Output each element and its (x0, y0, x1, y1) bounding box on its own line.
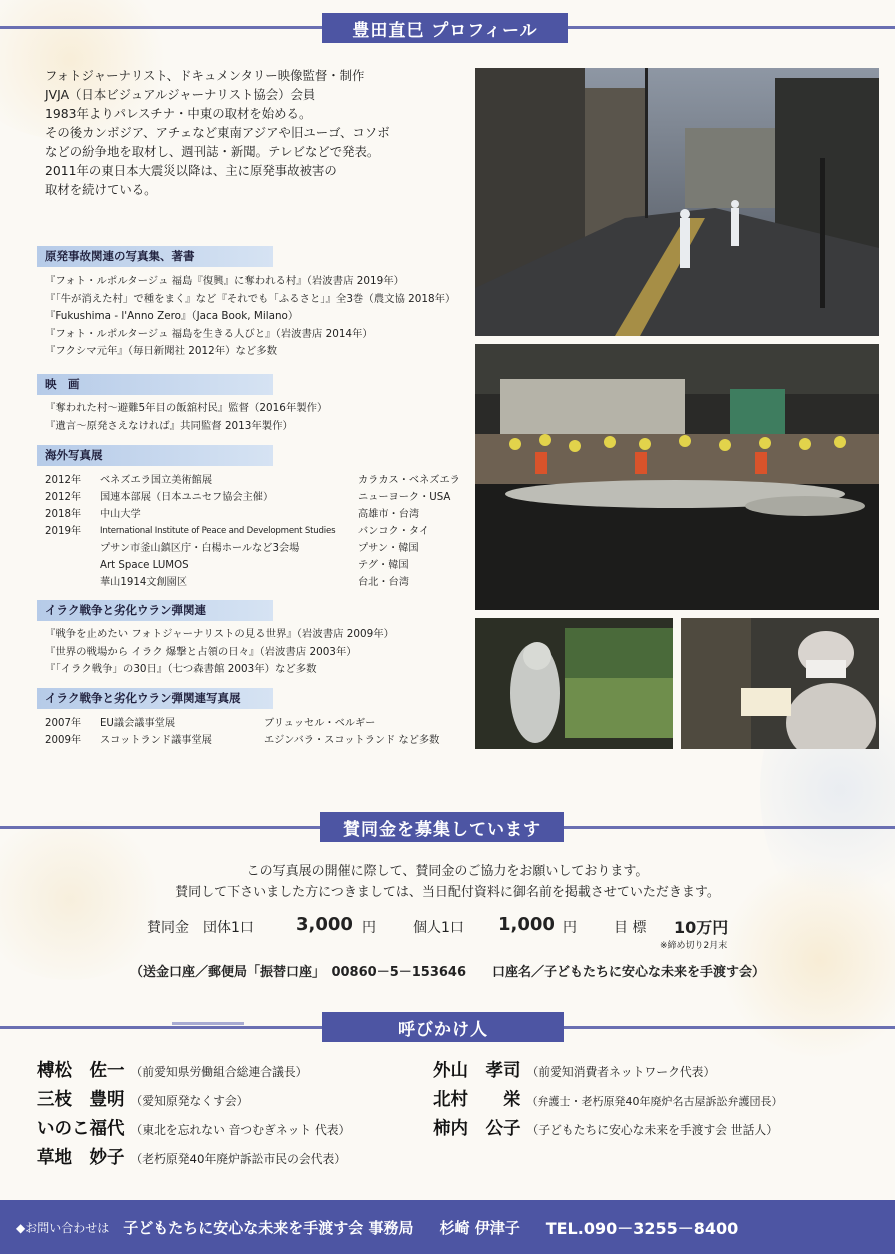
individual-label: 個人1口 (413, 920, 464, 936)
exhibit-year: 2012年 (45, 492, 82, 503)
list-item: 『世界の戦場から イラク 爆撃と占領の日々』（岩波書店 2003年） (45, 645, 357, 658)
exhibit-venue: International Institute of Peace and Development Studies (100, 526, 336, 536)
organizer-role: （弁護士・老朽原発40年廃炉名古屋訴訟弁護団長） (526, 1095, 783, 1108)
exhibit-venue: EU議会議事堂展 (100, 718, 176, 729)
exhibit-row (45, 715, 465, 732)
list-item: 『Fukushima - l'Anno Zero』（Jaca Book, Milano） (45, 310, 299, 322)
exhibit-row (45, 489, 465, 506)
exhibit-venue: 華山1914文創園区 (100, 577, 188, 588)
organizer-name: いのこ福代 (37, 1119, 125, 1139)
organizers-banner (322, 1012, 564, 1042)
donation-banner-text: 賛同金を募集しています (343, 819, 541, 840)
exhibit-place: ニューヨーク・USA (358, 492, 451, 503)
photo-worker-ticket (681, 618, 879, 749)
exhibit-place: テグ・韓国 (358, 560, 409, 571)
section-heading-iraq-exhibits: イラク戦争と劣化ウラン弾関連写真展 (37, 688, 273, 709)
exhibit-year: 2012年 (45, 475, 82, 486)
exhibit-place: 台北・台湾 (358, 577, 409, 588)
bio-line: フォトジャーナリスト、ドキュメンタリー映像監督・制作 (45, 68, 365, 83)
exhibit-year: 2009年 (45, 735, 82, 746)
background-blossom (0, 820, 170, 980)
organizer-entry (37, 1144, 346, 1169)
organizer-entry (433, 1086, 783, 1111)
contact-person: 杉崎 伊津子 (439, 1218, 520, 1237)
yen-unit: 円 (563, 920, 577, 936)
organizer-entry (433, 1115, 778, 1140)
target-label: 目 標 (614, 920, 647, 936)
contact-prefix: ◆お問い合わせは (16, 1220, 110, 1235)
organizer-name: 柿内 公子 (433, 1119, 521, 1139)
exhibit-venue: 国連本部展（日本ユニセフ協会主催） (100, 492, 274, 503)
list-item: 『「牛が消えた村」で種をまく』など『それでも「ふるさと」』全3巻（農文協 2018年） (45, 292, 456, 305)
films-list (45, 400, 327, 435)
exhibit-place: ブリュッセル・ベルギー (264, 718, 376, 729)
exhibit-place: バンコク・タイ (358, 526, 430, 537)
donation-amounts (0, 914, 895, 938)
exhibit-place: 高雄市・台湾 (358, 509, 420, 520)
exhibit-row (45, 472, 465, 489)
bio-line: JVJA（日本ビジュアルジャーナリスト協会）会員 (45, 87, 316, 102)
organizer-name: 外山 孝司 (433, 1061, 521, 1081)
exhibit-place: プサン・韓国 (358, 543, 419, 554)
exhibit-row (45, 557, 465, 574)
profile-banner-text: 豊田直巳 プロフィール (352, 20, 538, 41)
exhibit-year: 2018年 (45, 509, 82, 520)
contact-footer (0, 1200, 895, 1254)
exhibit-venue: プサン市釜山鎮区庁・白楊ホールなど3会場 (100, 543, 300, 554)
section-heading-books: 原発事故関連の写真集、著書 (37, 246, 273, 267)
contact-tel: TEL.090－3255－8400 (545, 1218, 739, 1238)
bio-line: その後カンボジア、アチェなど東南アジアや旧ユーゴ、コソボ (45, 125, 390, 140)
exhibit-venue: スコットランド議事堂展 (100, 735, 212, 746)
organizer-entry (433, 1057, 715, 1082)
exhibit-place: カラカス・ベネズエラ (358, 475, 460, 486)
list-item: 『フクシマ元年』（毎日新聞社 2012年）など多数 (45, 345, 278, 357)
photo-worker-window (475, 618, 673, 749)
organizer-entry (37, 1057, 307, 1082)
profile-banner (322, 13, 568, 43)
exhibit-venue: 中山大学 (100, 509, 141, 520)
list-item: 『戦争を止めたい フォトジャーナリストの見る世界』（岩波書店 2009年） (45, 628, 395, 640)
organizer-role: （愛知原発なくす会） (130, 1094, 249, 1108)
bio-line: 取材を続けている。 (45, 182, 157, 197)
organizer-role: （前愛知消費者ネットワーク代表） (526, 1065, 716, 1079)
group-amount: 3,000 (296, 914, 353, 935)
organizer-role: （子どもたちに安心な未来を手渡す会 世話人） (526, 1123, 778, 1137)
organizer-role: （東北を忘れない 音つむぎネット 代表） (130, 1123, 351, 1137)
donation-banner (320, 812, 564, 842)
yen-unit: 円 (362, 920, 376, 936)
organizer-name: 榑松 佐一 (37, 1061, 125, 1081)
organizers-banner-text: 呼びかけ人 (398, 1019, 488, 1040)
bio-text (45, 66, 465, 199)
iraq-books-list (45, 626, 394, 679)
organizer-name: 三枝 豊明 (37, 1090, 125, 1110)
exhibit-row (45, 540, 465, 557)
list-item: 『フォト・ルポルタージュ 福島『復興』に奪われる村』（岩波書店 2019年） (45, 275, 404, 287)
contact-org: 子どもたちに安心な未来を手渡す会 事務局 (123, 1218, 414, 1237)
exhibit-row (45, 506, 465, 523)
section-heading-iraq-books: イラク戦争と劣化ウラン弾関連 (37, 600, 273, 621)
bio-line: などの紛争地を取材し、週刊誌・新聞。テレビなどで発表。 (45, 144, 380, 159)
target-amount: 10万円 (674, 918, 729, 937)
exhibit-venue: Art Space LUMOS (100, 560, 189, 571)
list-item: 『遺言～原発さえなければ』共同監督 2013年製作） (45, 419, 293, 432)
exhibit-place: エジンバラ・スコットランド など多数 (264, 735, 440, 746)
organizer-role: （老朽原発40年廃炉訴訟市民の会代表） (130, 1152, 347, 1166)
books-list (45, 273, 455, 361)
organizer-name: 北村 栄 (433, 1090, 521, 1110)
list-item: 『「イラク戦争」の30日』（七つ森書館 2003年）など多数 (45, 663, 317, 675)
exhibit-year: 2007年 (45, 718, 82, 729)
photo-street-workers (475, 68, 879, 336)
photo-workers-bags (475, 344, 879, 610)
donation-line-2: 賛同して下さいました方につきましては、当日配付資料に御名前を掲載させていただきます。 (175, 885, 720, 900)
account-info: （送金口座／郵便局「振替口座」 00860－5－153646 口座名／子どもたちに安心な未来を手渡す会） (129, 965, 766, 980)
organizer-entry (37, 1086, 248, 1111)
deadline-note: ※締め切り2月末 (660, 941, 728, 951)
exhibit-row (45, 574, 465, 591)
list-item: 『奪われた村～避難5年目の飯舘村民』監督（2016年製作） (45, 402, 328, 414)
organizer-name: 草地 妙子 (37, 1148, 125, 1168)
organizer-entry (37, 1115, 350, 1140)
exhibit-year: 2019年 (45, 526, 82, 537)
list-item: 『フォト・ルポルタージュ 福島を生きる人びと』（岩波書店 2014年） (45, 327, 373, 340)
section-heading-overseas: 海外写真展 (37, 445, 273, 466)
group-label: 賛同金 団体1口 (147, 920, 254, 936)
section-heading-films: 映 画 (37, 374, 273, 395)
organizer-role: （前愛知県労働組合総連合議長） (130, 1065, 308, 1079)
bio-line: 1983年よりパレスチナ・中東の取材を始める。 (45, 106, 312, 121)
individual-amount: 1,000 (498, 914, 555, 935)
divider-dash (172, 1022, 244, 1025)
exhibit-venue: ベネズエラ国立美術館展 (100, 475, 213, 486)
donation-line-1: この写真展の開催に際して、賛同金のご協力をお願いしております。 (246, 864, 649, 879)
exhibit-row (45, 523, 465, 540)
bio-line: 2011年の東日本大震災以降は、主に原発事故被害の (45, 163, 337, 178)
exhibit-row (45, 732, 465, 749)
